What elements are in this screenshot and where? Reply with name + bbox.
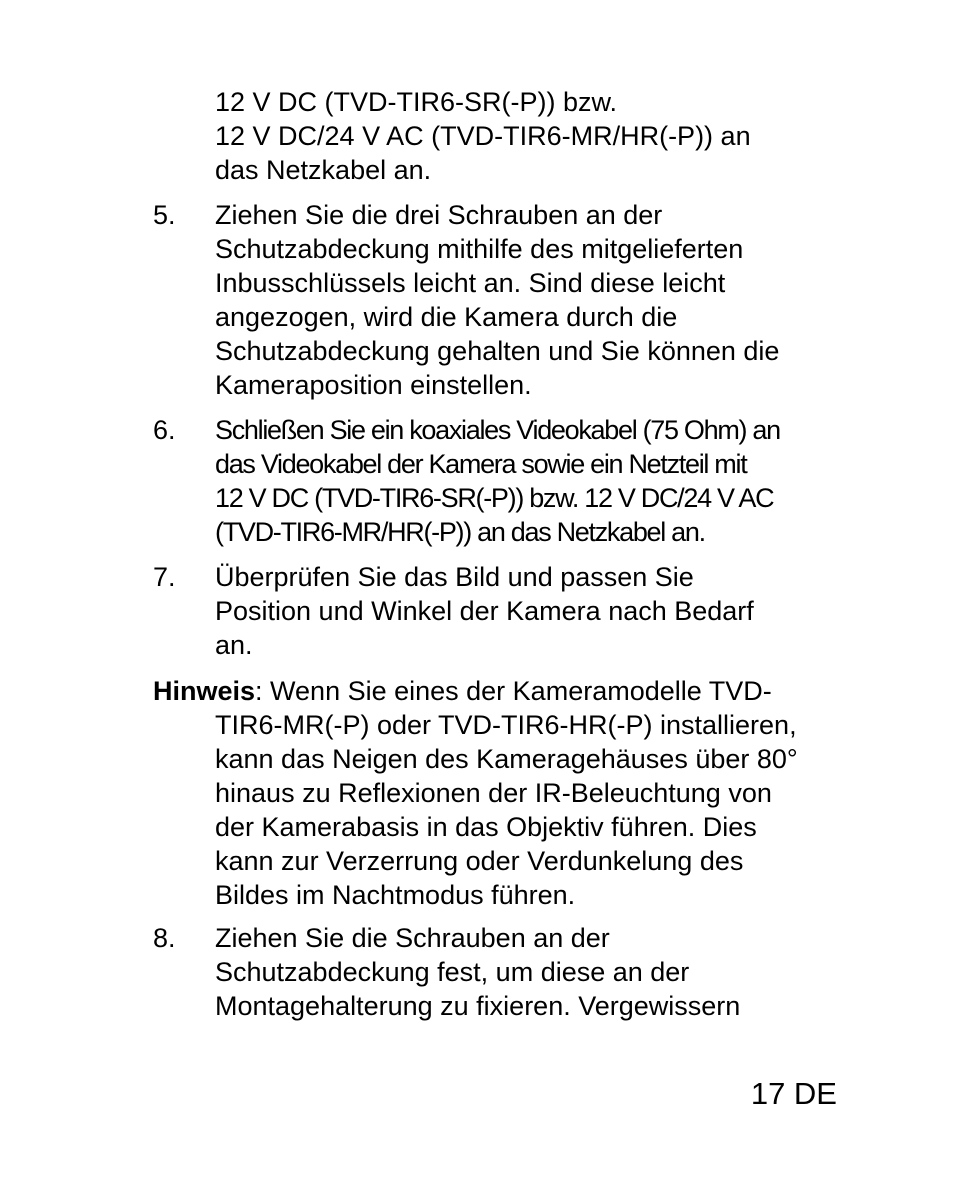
text-line: Position und Winkel der Kamera nach Bedarf bbox=[215, 596, 754, 626]
text-line: der Kamerabasis in das Objektiv führen. Dies bbox=[215, 812, 757, 842]
text-line: Inbusschlüssels leicht an. Sind diese leicht bbox=[215, 268, 726, 298]
text-line: (TVD-TIR6-MR/HR(-P)) an das Netzkabel an. bbox=[215, 517, 705, 547]
text-line: Schließen Sie ein koaxiales Videokabel (75 Ohm) an bbox=[215, 415, 780, 445]
text-line: Schutzabdeckung mithilfe des mitgelieferten bbox=[215, 234, 744, 264]
page-number: 17 DE bbox=[750, 1076, 837, 1111]
step-number: 8. bbox=[153, 923, 176, 953]
text-line: 12 V DC/24 V AC (TVD-TIR6-MR/HR(-P)) an bbox=[215, 121, 751, 151]
text-line: Ziehen Sie die drei Schrauben an der bbox=[215, 200, 663, 230]
text-line: hinaus zu Reflexionen der IR-Beleuchtung von bbox=[215, 778, 772, 808]
step-5 bbox=[153, 198, 853, 402]
text-line: kann das Neigen des Kameragehäuses über 80° bbox=[215, 744, 798, 774]
text-line: an. bbox=[215, 630, 253, 660]
text-line: Überprüfen Sie das Bild und passen Sie bbox=[215, 562, 694, 592]
text-line: Ziehen Sie die Schrauben an der bbox=[215, 923, 610, 953]
text-line: 12 V DC (TVD-TIR6-SR(-P)) bzw. 12 V DC/24 V AC bbox=[215, 483, 774, 513]
step-number: 7. bbox=[153, 562, 176, 592]
text-line: das Netzkabel an. bbox=[215, 155, 432, 185]
text-line: angezogen, wird die Kamera durch die bbox=[215, 302, 678, 332]
step-4-continuation bbox=[153, 85, 853, 187]
text-line: Schutzabdeckung fest, um diese an der bbox=[215, 957, 690, 987]
note-first-line-text: : Wenn Sie eines der Kameramodelle TVD- bbox=[255, 676, 772, 706]
note-label: Hinweis bbox=[153, 676, 256, 706]
text-line: Bildes im Nachtmodus führen. bbox=[215, 880, 576, 910]
note-block bbox=[153, 674, 853, 912]
text-line: 12 V DC (TVD-TIR6-SR(-P)) bzw. bbox=[215, 87, 618, 117]
step-number: 6. bbox=[153, 415, 176, 445]
step-6 bbox=[153, 413, 853, 549]
note-first-line bbox=[153, 674, 853, 708]
text-line: kann zur Verzerrung oder Verdunkelung des bbox=[215, 846, 744, 876]
step-number: 5. bbox=[153, 200, 176, 230]
text-line: Montagehalterung zu fixieren. Vergewissern bbox=[215, 991, 741, 1021]
text-line: das Videokabel der Kamera sowie ein Netzteil mit bbox=[215, 449, 747, 479]
step-8 bbox=[153, 921, 853, 1023]
text-line: Schutzabdeckung gehalten und Sie können die bbox=[215, 336, 780, 366]
step-7 bbox=[153, 560, 853, 662]
text-line: TIR6-MR(-P) oder TVD-TIR6-HR(-P) installieren, bbox=[215, 710, 797, 740]
text-line: Kameraposition einstellen. bbox=[215, 370, 532, 400]
